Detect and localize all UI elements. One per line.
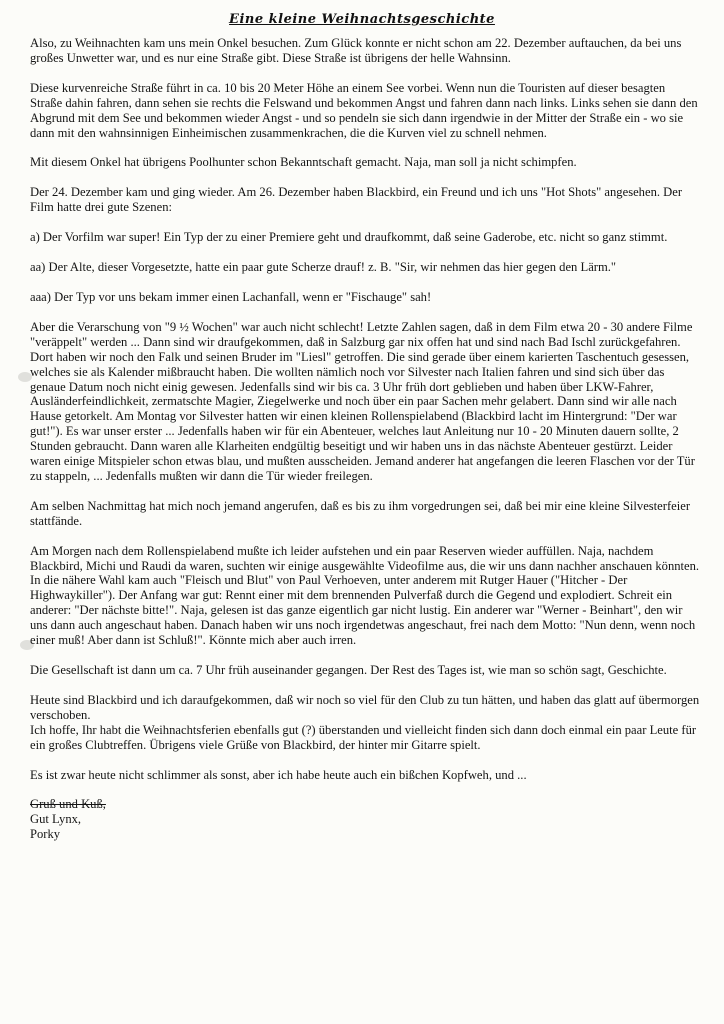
signature-line: Gut Lynx, [30,812,82,827]
struck-greeting: Gruß und Kuß, [30,797,106,812]
paragraph: Es ist zwar heute nicht schlimmer als sonst, aber ich habe heute auch ein bißchen Kopfweh, und ... [30,767,527,782]
document-title: Eine kleine Weihnachtsgeschichte [229,12,495,27]
paragraph: Heute sind Blackbird und ich daraufgekommen, daß wir noch so viel für den Club zu tun hätten, und haben das glatt auf übermorgen verschoben. [30,692,700,722]
paragraph: aa) Der Alte, dieser Vorgesetzte, hatte ein paar gute Scherze drauf! z. B. "Sir, wir nehmen das hier gegen den Lärm." [30,260,617,275]
paragraph: Ich hoffe, Ihr habt die Weihnachtsferien ebenfalls gut (?) überstanden und vielleicht finden sich dann doch einmal ein paar Leute für ein großes Clubtreffen. Übrigens viele Grüße von Blackbird, der hinter mir Gitarre spielt. [30,722,697,752]
paragraph: Am selben Nachmittag hat mich noch jemand angerufen, daß es bis zu ihm vorgedrungen sei, daß bei mir eine kleine Silvesterfeier stattfände. [30,498,691,528]
paragraph: Am Morgen nach dem Rollenspielabend mußte ich leider aufstehen und ein paar Reserven wieder auffüllen. Naja, nachdem Blackbird, Michi und Raudi da waren, suchten wir einige ausgewählte Videofilme aus, die wir uns dann nachher anschauen könnten. In die nähere Wahl kam auch "Fleisch und Blut" von Paul Verhoeven, unter anderem mit Rutger Hauer ("Hitcher - Der Highwaykiller"). Der Anfang war gut: Rennt einer mit dem brennenden Pulverfaß durch die Gegend und explodiert. Schreit ein anderer: "Der nächste bitte!". Naja, gelesen ist das ganze eigentlich gar nicht lustig. Ein anderer war "Werner - Beinhart", den wir uns dann auch angeschaut haben. Danach haben wir uns noch irgendetwas angeschaut, frei nach dem Motto: "Nun denn, wenn noch einer muß! Aber dann ist Schluß!". Könnte mich aber auch irren. [30,543,700,648]
paragraph: Mit diesem Onkel hat übrigens Poolhunter schon Bekanntschaft gemacht. Naja, man soll ja nicht schimpfen. [30,155,577,170]
paragraph: a) Der Vorfilm war super! Ein Typ der zu einer Premiere geht und draufkommt, daß seine Gaderobe, etc. nicht so ganz stimmt. [30,230,668,245]
signature-name: Porky [30,827,61,842]
paragraph: Der 24. Dezember kam und ging wieder. Am 26. Dezember haben Blackbird, ein Freund und ich uns "Hot Shots" angesehen. Der Film hatte drei gute Szenen: [30,185,683,215]
document-body [30,36,700,842]
paragraph: Aber die Verarschung von "9 ½ Wochen" war auch nicht schlecht! Letzte Zahlen sagen, daß in dem Film etwa 20 - 30 andere Filme "veräppelt" werden ... Dann sind wir draufgekommen, daß in Salzburg gar nix offen hat und sind nach Bad Ischl zurückgefahren. Dort haben wir noch den Falk und seinen Bruder im "Liesl" getroffen. Die sind gerade über einem karierten Taschentuch gesessen, welches sie als Kalender mißbraucht haben. Die wollten nämlich noch vor Silvester nach Italien fahren und sind sich über das genaue Datum noch nicht einig gewesen. Jedenfalls sind wir bis ca. 3 Uhr früh dort geblieben und haben über LKW-Fahrer, Ausländerfeindlichkeit, zermatschte Magier, Ziegelwerke und noch über ein paar Sachen mehr gelabert. Dann sind wir alle nach Hause getorkelt. Am Montag vor Silvester hatten wir einen kleinen Rollenspielabend (Blackbird lacht im Hintergrund: "Der war gut!"). Es war unser erster ... Jedenfalls haben wir für ein Abenteuer, welches laut Anleitung nur 10 - 20 Minuten dauern sollte, 2 Stunden gebraucht. Dann waren alle Klarheiten endgültig beseitigt und wir haben uns in das nächste Abenteuer gestürzt. Leider waren einige Mitspieler schon etwas blau, und mußten ausscheiden. Jemand anderer hat angefangen die leeren Flaschen vor der Tür zu stappeln, ... Jedenfalls mußten wir dann die Tür wieder freilegen. [30,319,695,483]
paragraph: aaa) Der Typ vor uns bekam immer einen Lachanfall, wenn er "Fischauge" sah! [30,289,432,304]
paragraph: Also, zu Weihnachten kam uns mein Onkel besuchen. Zum Glück konnte er nicht schon am 22. Dezember auftauchen, da bei uns großes Unwetter war, und es nur eine Straße gibt. Diese Straße ist übrigens der helle Wahnsinn. [30,36,682,65]
paragraph: Die Gesellschaft ist dann um ca. 7 Uhr früh auseinander gegangen. Der Rest des Tages ist, wie man so schön sagt, Geschichte. [30,663,667,677]
paragraph: Diese kurvenreiche Straße führt in ca. 10 bis 20 Meter Höhe an einem See vorbei. Wenn nun die Touristen auf dieser besagten Straße dahin fahren, dann sehen sie rechts die Felswand und bekommen Angst und fahren dann nach links. Links sehen sie dann den Abgrund mit dem See und bekommen wieder Angst - und so pendeln sie sich dann irgendwie in der Mitter der Straße ein - wo sie dann mit den wahnsinnigen Einheimischen zusammenkrachen, die die Kurven viel zu schnell nehmen. [30,80,698,140]
